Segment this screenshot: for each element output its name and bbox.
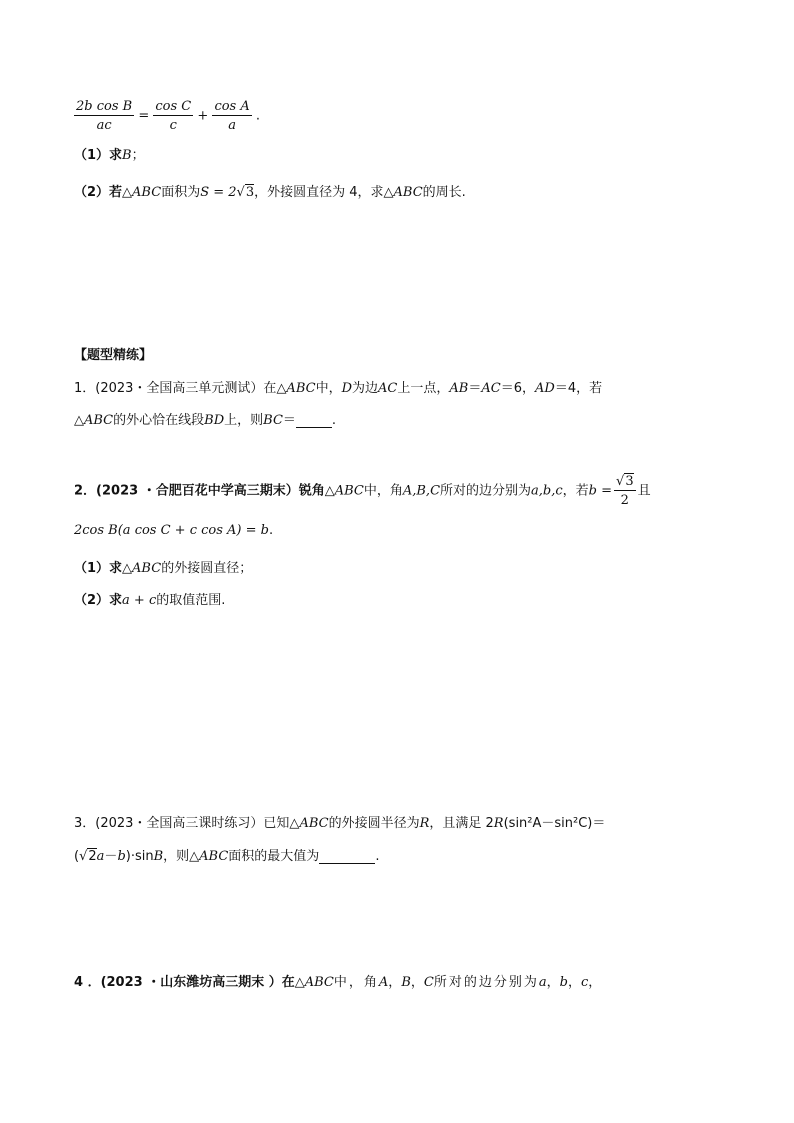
var-b: b [559,975,568,990]
var-b: b [117,849,126,864]
fraction-numerator: cos A [214,99,250,114]
problem-1-line-1 [74,382,602,395]
text: 上，则 [224,413,264,428]
text: ， [410,975,424,990]
text: ， [567,975,581,990]
problem-2-line-2 [74,524,273,537]
fraction-denominator: a [228,118,236,133]
triangle-abc: △ABC [276,381,316,396]
sqrt-radicand: 3 [625,474,634,489]
text: 的外接圆直径； [161,561,253,576]
text: ， [388,975,402,990]
area-expr: S = 2 [200,185,237,200]
part-label: （1）求 [74,148,123,163]
var-ABC: ABC [299,816,329,831]
text: 的外心恰在线段 [113,413,205,428]
problem-prefix: 3．(2023・全国高三课时练习）已知△ [74,816,300,831]
problem-2-line-1 [74,475,651,507]
sides: a,b,c [531,483,563,499]
var-B: B [122,148,132,163]
var-AB: AB [449,381,469,396]
var-AC: AC [481,381,501,396]
fraction-denominator: ac [96,118,112,133]
text: ，则△ [163,849,200,864]
angles: A,B,C [402,483,441,499]
text: ＝ [282,413,296,428]
var-a: a [96,849,105,864]
problem-2-part-2 [74,594,225,607]
text: . [375,849,380,864]
text: 所对的边分别为 [433,975,539,990]
text: 的外接圆半径为 [328,816,420,831]
var-AD: AD [535,381,555,396]
text: ，外接圆直径为 4，求 [254,185,384,200]
var-A: A [378,975,389,990]
expression: (sin²A－sin²C)＝ [503,816,606,831]
formula-end: . [255,108,261,124]
fraction-sqrt3-over-2 [614,475,636,507]
triangle-abc: △ABC [383,185,423,200]
part-label: （2）若 [74,185,123,200]
text: ， [546,975,560,990]
triangle-abc: △ABC [74,413,114,428]
part-label: （2）求 [74,593,123,608]
text: ，若 [562,483,589,499]
text: ， [588,975,602,990]
fraction-cosA [212,100,251,132]
var-R: R [419,816,430,831]
text: . [268,523,274,538]
problem-prefix: 2．(2023 ・合肥百花中学高三期末）锐角 [74,483,325,499]
problem-3-line-1 [74,817,605,830]
text: － [104,849,118,864]
text: )·sin [125,849,154,864]
sqrt-sign: √ [616,474,625,489]
problem-prefix: 1．(2023・全国高三单元测试）在 [74,381,277,396]
text: ＝4，若 [554,381,603,396]
text: 所对的边分别为 [440,483,532,499]
var-B: B [153,849,164,864]
equation: 2cos B(a cos C + c cos A) = b [74,523,269,538]
answer-blank[interactable] [296,414,332,428]
fraction-numerator [614,475,636,491]
text: . [331,413,337,428]
var-R: R [493,816,504,831]
problem-prefix: 4 ．(2023 ・山东潍坊高三期末 ）在 [74,975,295,990]
sqrt-sign: √ [79,849,88,864]
top-part1 [74,149,145,162]
text: 上一点， [397,381,450,396]
sqrt-radicand: 3 [245,185,255,200]
problem-2-part-1 [74,562,252,575]
fraction-numerator: 2b cos B [76,99,133,114]
text: ＝6， [500,381,535,396]
var-C: C [423,975,434,990]
sqrt-radicand: 2 [88,849,97,864]
problem-1-line-2 [74,414,336,428]
fraction-numerator: cos C [155,99,192,114]
text: 为边 [352,381,379,396]
var-D: D [341,381,353,396]
text: 面积为 [161,185,201,200]
sqrt-sign: √ [236,185,245,200]
problem-4-line-1 [74,976,601,989]
text: 面积的最大值为 [228,849,320,864]
fraction-lhs [74,100,134,132]
text: ＝ [468,381,482,396]
plus-sign: + [197,108,209,124]
var-ABC: ABC [199,849,229,864]
triangle-abc: △ABC [122,561,162,576]
fraction-cosC [153,100,193,132]
var-BC: BC [263,413,283,428]
triangle-abc: △ABC [324,483,364,499]
equals-sign: = [138,108,150,124]
part-end: ； [131,148,145,163]
answer-blank[interactable] [319,850,375,864]
var-a: a [538,975,547,990]
fraction-denominator: c [169,118,177,133]
text: 中，角 [333,975,379,990]
var-AC: AC [378,381,398,396]
top-part2 [74,186,466,199]
text: 中， [315,381,342,396]
text: 且 [637,483,651,499]
triangle-abc: △ABC [294,975,334,990]
text: ( [74,849,80,864]
part-label: （1）求 [74,561,123,576]
var-b: b = [588,483,613,499]
text: 的取值范围. [156,593,226,608]
text: 中，角 [363,483,403,499]
text: 的周长. [422,185,466,200]
fraction-denominator: 2 [620,493,629,508]
text: ，且满足 2 [429,816,494,831]
var-BD: BD [204,413,225,428]
var-c: c [580,975,589,990]
section-title: 【题型精练】 [74,348,153,363]
triangle-abc: △ABC [122,185,162,200]
expr: a + c [122,593,157,608]
var-B: B [401,975,411,990]
top-formula [74,100,260,132]
problem-3-line-2 [74,850,379,864]
